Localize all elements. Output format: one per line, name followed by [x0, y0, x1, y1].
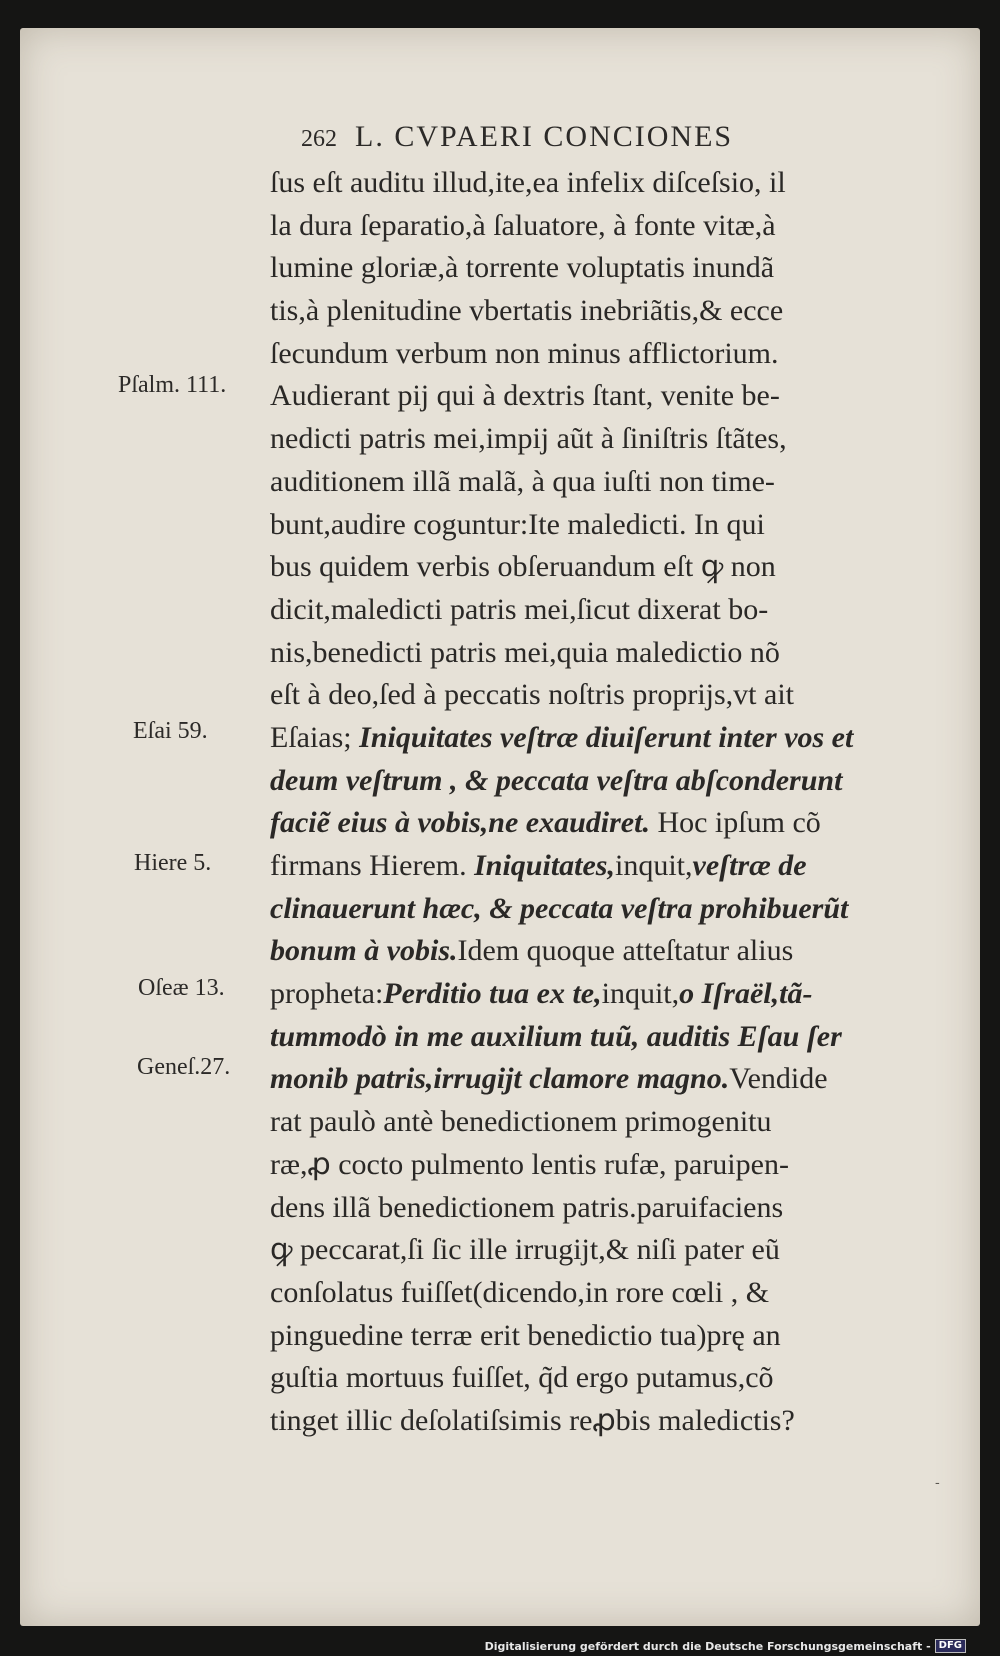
text-line: [270, 1272, 956, 1315]
text-segment: Vendide: [729, 1062, 828, 1096]
text-line: [270, 632, 956, 675]
text-segment: lumine gloriæ,à torrente voluptatis inundã: [270, 251, 775, 285]
margin-note: Pſalm. 111.: [118, 372, 227, 398]
text-line: [270, 760, 956, 803]
text-segment: inquit,: [601, 977, 680, 1011]
text-line: [270, 375, 956, 418]
italic-quote: bonum à vobis.: [270, 934, 458, 968]
text-segment: auditionem illã malã, à qua iuſti non time-: [270, 464, 775, 498]
running-header: [301, 120, 733, 154]
italic-quote: tummodò in me auxilium tuũ, auditis Eſau ſer: [270, 1019, 842, 1053]
text-segment: tinget illic deſolatiſsimis reꝓbis maledictis?: [270, 1403, 795, 1437]
text-line: [270, 461, 956, 504]
text-line: [270, 1016, 956, 1059]
text-line: [270, 546, 956, 589]
body-text: [270, 162, 956, 1443]
text-line: [270, 162, 956, 205]
text-segment: nis,benedicti patris mei,quia maledictio nõ: [270, 635, 780, 669]
italic-quote: deum veſtrum , & peccata veſtra abſconderunt: [270, 763, 843, 797]
text-line: [270, 802, 956, 845]
text-segment: pinguedine terræ erit benedictio tua)prę an: [270, 1318, 781, 1352]
text-line: [270, 333, 956, 376]
text-segment: ſecundum verbum non minus afflictorium.: [270, 336, 779, 370]
text-segment: rat paulò antè benedictionem primogenitu: [270, 1105, 772, 1139]
text-segment: guſtia mortuus fuiſſet, q̃d ergo putamus,cõ: [270, 1361, 774, 1395]
text-segment: ræ,ꝓ cocto pulmento lentis rufæ, paruipen-: [270, 1147, 789, 1181]
text-line: [270, 1229, 956, 1272]
text-segment: ꝙ peccarat,ſi ſic ille irrugijt,& niſi pater eũ: [270, 1233, 780, 1267]
text-line: [270, 973, 956, 1016]
text-line: [270, 205, 956, 248]
margin-note: Geneſ.27.: [137, 1054, 231, 1080]
text-line: [270, 888, 956, 931]
text-line: [270, 1187, 956, 1230]
running-title: L. CVPAERI CONCIONES: [355, 120, 734, 153]
text-line: [270, 1357, 956, 1400]
margin-note: Eſai 59.: [133, 718, 208, 744]
digitization-credit: [485, 1639, 966, 1653]
text-line: [270, 1101, 956, 1144]
text-segment: Idem quoque atteſtatur alius: [457, 934, 794, 968]
text-segment: Eſaias;: [270, 720, 360, 754]
italic-quote: Iniquitates veſtræ diuiſerunt inter vos et: [359, 720, 854, 754]
text-line: [270, 418, 956, 461]
margin-note: Oſeæ 13.: [138, 975, 225, 1001]
text-segment: Audierant pij qui à dextris ſtant, venite be-: [270, 379, 780, 413]
text-segment: conſolatus fuiſſet(dicendo,in rore cœli , &: [270, 1275, 770, 1309]
page-mark: -: [935, 1475, 940, 1491]
text-segment: inquit,: [614, 849, 693, 882]
margin-note: Hiere 5.: [134, 850, 212, 876]
dfg-logo: DFG: [935, 1639, 966, 1653]
italic-quote: clinauerunt hæc, & peccata veſtra prohibuerũt: [270, 891, 849, 925]
text-line: [270, 1315, 956, 1358]
text-segment: propheta:: [270, 977, 384, 1011]
page-number: 262: [301, 126, 337, 152]
text-line: [270, 504, 956, 547]
italic-quote: o Iſraël,tã-: [679, 977, 813, 1011]
text-line: [270, 589, 956, 632]
text-line: [270, 1144, 956, 1187]
text-line: [270, 845, 956, 888]
text-line: [270, 1400, 956, 1443]
text-line: [270, 717, 956, 760]
text-segment: eſt à deo,ſed à peccatis noſtris proprijs,vt ait: [270, 678, 795, 712]
text-segment: bunt,audire coguntur:Ite maledicti. In qui: [270, 507, 765, 541]
italic-quote: Iniquitates,: [474, 849, 615, 882]
text-line: [270, 930, 956, 973]
text-segment: ſus eſt auditu illud,ite,ea infelix diſceſsio, il: [270, 166, 786, 199]
text-line: [270, 247, 956, 290]
text-segment: tis,à plenitudine vbertatis inebriãtis,& ecce: [270, 294, 784, 328]
text-segment: bus quidem verbis obſeruandum eſt ꝙ non: [270, 550, 776, 584]
text-segment: dens illã benedictionem patris.paruifaciens: [270, 1190, 784, 1224]
italic-quote: monib patris,irrugijt clamore magno.: [270, 1062, 730, 1096]
credit-text: Digitalisierung gefördert durch die Deutsche Forschungsgemeinschaft -: [484, 1639, 931, 1653]
text-segment: dicit,maledicti patris mei,ſicut dixerat bo-: [270, 592, 769, 626]
text-segment: nedicti patris mei,impij aũt à ſiniſtris ſtãtes,: [270, 422, 787, 456]
italic-quote: faciẽ eius à vobis,ne exaudiret.: [270, 806, 650, 840]
text-line: [270, 1058, 956, 1101]
text-segment: firmans Hierem.: [270, 849, 475, 882]
text-segment: la dura ſeparatio,à ſaluatore, à fonte vitæ,à: [270, 208, 776, 242]
text-line: [270, 290, 956, 333]
italic-quote: veſtræ de: [692, 849, 807, 882]
text-line: [270, 674, 956, 717]
italic-quote: Perditio tua ex te,: [383, 977, 602, 1011]
text-segment: Hoc ipſum cõ: [649, 806, 821, 840]
